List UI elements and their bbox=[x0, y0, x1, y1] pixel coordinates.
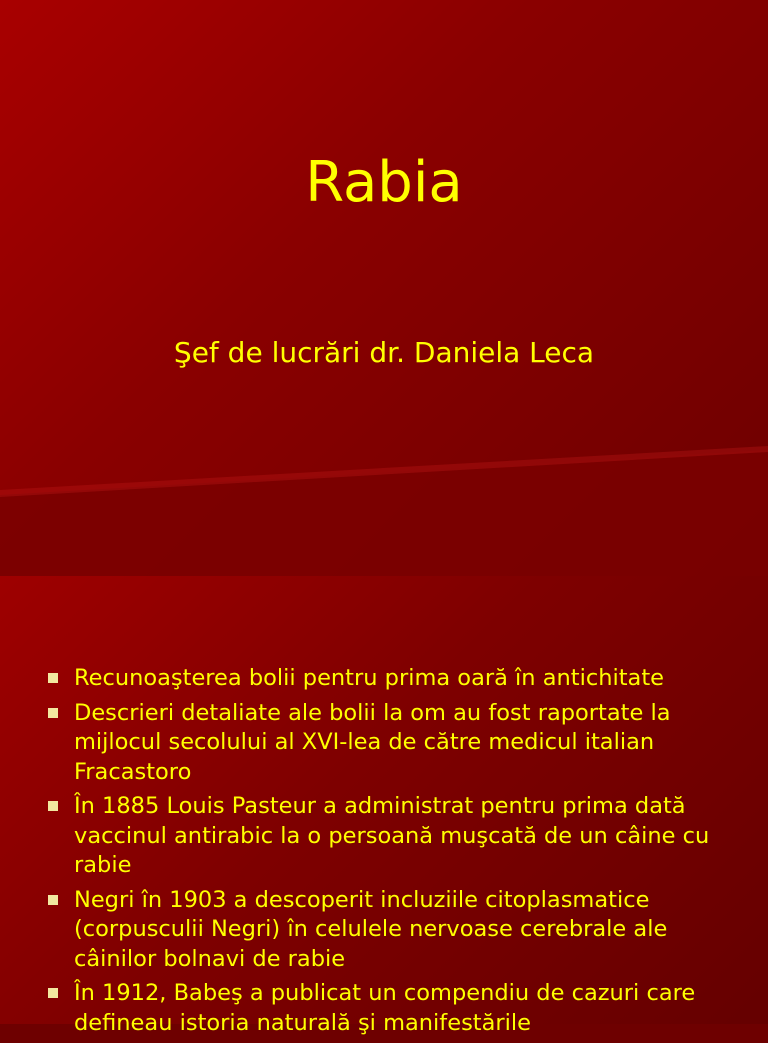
bullet-text: Negri în 1903 a descoperit incluziile citoplasmatice (corpusculii Negri) în celulele nervoase cerebrale ale câinilor bolnavi de rabie bbox=[74, 886, 668, 972]
square-bullet-icon bbox=[48, 988, 58, 998]
bullet-text: Recunoaşterea bolii pentru prima oară în antichitate bbox=[74, 665, 664, 691]
square-bullet-icon bbox=[48, 895, 58, 905]
slide-subtitle: Şef de lucrări dr. Daniela Leca bbox=[173, 336, 595, 369]
bullet-text: Descrieri detaliate ale bolii la om au fost raportate la mijlocul secolului al XVI-lea de către medicul italian Fracastoro bbox=[74, 699, 671, 785]
square-bullet-icon bbox=[48, 708, 58, 718]
bullet-item bbox=[46, 979, 736, 1038]
bullet-item bbox=[46, 664, 736, 694]
bullet-item bbox=[46, 886, 736, 975]
bullet-item bbox=[46, 699, 736, 788]
square-bullet-icon bbox=[48, 673, 58, 683]
bullet-text: În 1912, Babeş a publicat un compendiu de cazuri care defineau istoria naturală şi manifestările bbox=[74, 980, 696, 1036]
bullet-item bbox=[46, 792, 736, 881]
bullet-text: În 1885 Louis Pasteur a administrat pentru prima dată vaccinul antirabic la o persoană muşcată de un câine cu rabie bbox=[74, 793, 710, 878]
square-bullet-icon bbox=[48, 801, 58, 811]
bullet-list bbox=[46, 664, 736, 1043]
slide-title: Rabia bbox=[305, 150, 463, 215]
